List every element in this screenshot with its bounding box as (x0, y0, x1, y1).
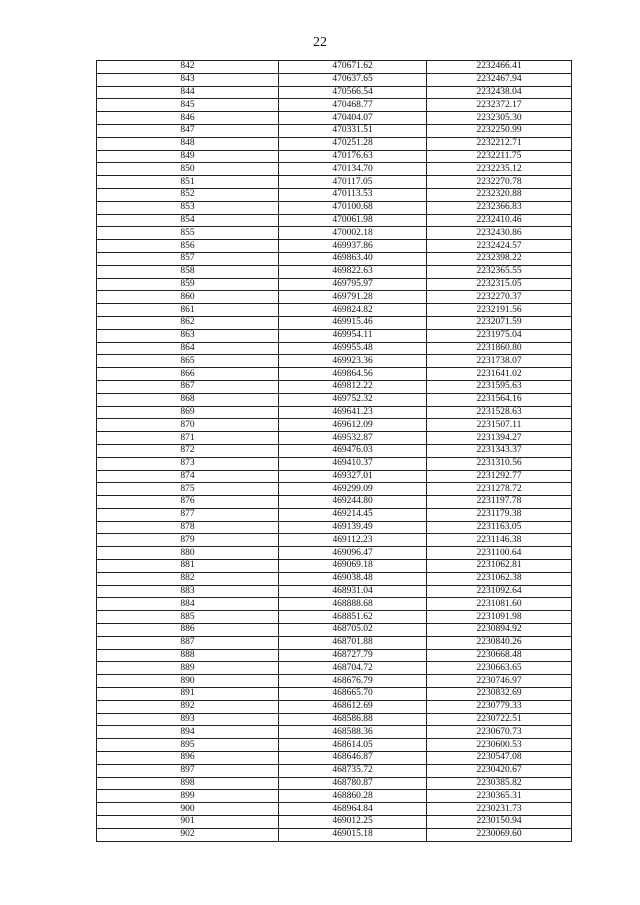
y-coordinate-cell: 2231343.37 (427, 444, 572, 457)
table-row (97, 112, 572, 125)
table-row (97, 419, 572, 432)
table-row (97, 700, 572, 713)
x-coordinate-cell: 468931.04 (279, 585, 427, 598)
x-coordinate-cell: 469915.46 (279, 316, 427, 329)
table-row (97, 176, 572, 189)
y-coordinate-cell: 2230840.26 (427, 636, 572, 649)
point-number-cell: 861 (97, 304, 279, 317)
point-number-cell: 860 (97, 291, 279, 304)
point-number-cell: 846 (97, 112, 279, 125)
point-number-cell: 896 (97, 752, 279, 765)
x-coordinate-cell: 469923.36 (279, 355, 427, 368)
y-coordinate-cell: 2230668.48 (427, 649, 572, 662)
table-row (97, 470, 572, 483)
x-coordinate-cell: 468701.88 (279, 636, 427, 649)
x-coordinate-cell: 470117.05 (279, 176, 427, 189)
point-number-cell: 871 (97, 432, 279, 445)
x-coordinate-cell: 469795.97 (279, 278, 427, 291)
y-coordinate-cell: 2232467.94 (427, 73, 572, 86)
y-coordinate-cell: 2230832.69 (427, 688, 572, 701)
table-row (97, 828, 572, 841)
y-coordinate-cell: 2230663.65 (427, 662, 572, 675)
point-number-cell: 854 (97, 214, 279, 227)
x-coordinate-cell: 470331.51 (279, 124, 427, 137)
x-coordinate-cell: 469641.23 (279, 406, 427, 419)
point-number-cell: 874 (97, 470, 279, 483)
x-coordinate-cell: 468612.69 (279, 700, 427, 713)
table-row (97, 304, 572, 317)
table-row (97, 764, 572, 777)
table-row (97, 585, 572, 598)
table-row (97, 124, 572, 137)
table-row (97, 393, 572, 406)
point-number-cell: 857 (97, 252, 279, 265)
table-row (97, 534, 572, 547)
x-coordinate-cell: 470113.53 (279, 188, 427, 201)
table-row (97, 624, 572, 637)
point-number-cell: 850 (97, 163, 279, 176)
y-coordinate-cell: 2230420.67 (427, 764, 572, 777)
y-coordinate-cell: 2231310.56 (427, 457, 572, 470)
x-coordinate-cell: 468735.72 (279, 764, 427, 777)
table-row (97, 790, 572, 803)
table-row (97, 739, 572, 752)
point-number-cell: 876 (97, 496, 279, 509)
point-number-cell: 859 (97, 278, 279, 291)
y-coordinate-cell: 2230600.53 (427, 739, 572, 752)
table-row (97, 252, 572, 265)
point-number-cell: 901 (97, 816, 279, 829)
table-row (97, 278, 572, 291)
table-row (97, 636, 572, 649)
y-coordinate-cell: 2231738.07 (427, 355, 572, 368)
x-coordinate-cell: 470637.65 (279, 73, 427, 86)
x-coordinate-cell: 469038.48 (279, 572, 427, 585)
table-row (97, 649, 572, 662)
y-coordinate-cell: 2231062.38 (427, 572, 572, 585)
y-coordinate-cell: 2232235.12 (427, 163, 572, 176)
y-coordinate-cell: 2232315.05 (427, 278, 572, 291)
x-coordinate-cell: 468588.36 (279, 726, 427, 739)
table-row (97, 432, 572, 445)
y-coordinate-cell: 2231975.04 (427, 329, 572, 342)
point-number-cell: 900 (97, 803, 279, 816)
y-coordinate-cell: 2232372.17 (427, 99, 572, 112)
table-row (97, 137, 572, 150)
y-coordinate-cell: 2231860.80 (427, 342, 572, 355)
x-coordinate-cell: 469015.18 (279, 828, 427, 841)
x-coordinate-cell: 469791.28 (279, 291, 427, 304)
x-coordinate-cell: 469864.56 (279, 368, 427, 381)
x-coordinate-cell: 470134.70 (279, 163, 427, 176)
y-coordinate-cell: 2230365.31 (427, 790, 572, 803)
y-coordinate-cell: 2231092.64 (427, 585, 572, 598)
point-number-cell: 894 (97, 726, 279, 739)
table-row (97, 355, 572, 368)
y-coordinate-cell: 2232438.04 (427, 86, 572, 99)
table-row (97, 662, 572, 675)
table-row (97, 61, 572, 74)
table-row (97, 611, 572, 624)
point-number-cell: 888 (97, 649, 279, 662)
x-coordinate-cell: 470176.63 (279, 150, 427, 163)
point-number-cell: 855 (97, 227, 279, 240)
x-coordinate-cell: 469069.18 (279, 560, 427, 573)
point-number-cell: 898 (97, 777, 279, 790)
x-coordinate-cell: 469937.86 (279, 240, 427, 253)
y-coordinate-cell: 2232270.37 (427, 291, 572, 304)
table-row (97, 675, 572, 688)
table-row (97, 265, 572, 278)
point-number-cell: 890 (97, 675, 279, 688)
table-row (97, 316, 572, 329)
y-coordinate-cell: 2231146.38 (427, 534, 572, 547)
x-coordinate-cell: 469139.49 (279, 521, 427, 534)
table-row (97, 688, 572, 701)
y-coordinate-cell: 2231292.77 (427, 470, 572, 483)
y-coordinate-cell: 2232398.22 (427, 252, 572, 265)
x-coordinate-cell: 470404.07 (279, 112, 427, 125)
table-row (97, 521, 572, 534)
y-coordinate-cell: 2230779.33 (427, 700, 572, 713)
table-row (97, 508, 572, 521)
table-row (97, 496, 572, 509)
x-coordinate-cell: 468727.79 (279, 649, 427, 662)
point-number-cell: 864 (97, 342, 279, 355)
y-coordinate-cell: 2231564.16 (427, 393, 572, 406)
table-row (97, 342, 572, 355)
y-coordinate-cell: 2231197.78 (427, 496, 572, 509)
x-coordinate-cell: 470468.77 (279, 99, 427, 112)
x-coordinate-cell: 468780.87 (279, 777, 427, 790)
y-coordinate-cell: 2232305.30 (427, 112, 572, 125)
x-coordinate-cell: 469532.87 (279, 432, 427, 445)
x-coordinate-cell: 469612.09 (279, 419, 427, 432)
point-number-cell: 881 (97, 560, 279, 573)
table-row (97, 713, 572, 726)
point-number-cell: 851 (97, 176, 279, 189)
y-coordinate-cell: 2230069.60 (427, 828, 572, 841)
y-coordinate-cell: 2231179.38 (427, 508, 572, 521)
table-row (97, 777, 572, 790)
y-coordinate-cell: 2231163.05 (427, 521, 572, 534)
x-coordinate-cell: 470566.54 (279, 86, 427, 99)
table-row (97, 752, 572, 765)
y-coordinate-cell: 2230746.97 (427, 675, 572, 688)
x-coordinate-cell: 469824.82 (279, 304, 427, 317)
point-number-cell: 889 (97, 662, 279, 675)
point-number-cell: 869 (97, 406, 279, 419)
table-row (97, 291, 572, 304)
point-number-cell: 882 (97, 572, 279, 585)
point-number-cell: 872 (97, 444, 279, 457)
y-coordinate-cell: 2232071.59 (427, 316, 572, 329)
y-coordinate-cell: 2232365.55 (427, 265, 572, 278)
table-row (97, 483, 572, 496)
x-coordinate-cell: 468704.72 (279, 662, 427, 675)
x-coordinate-cell: 469112.23 (279, 534, 427, 547)
y-coordinate-cell: 2232211.75 (427, 150, 572, 163)
point-number-cell: 897 (97, 764, 279, 777)
table-row (97, 803, 572, 816)
table-row (97, 726, 572, 739)
page-number: 22 (313, 35, 327, 50)
x-coordinate-cell: 469299.09 (279, 483, 427, 496)
x-coordinate-cell: 468888.68 (279, 598, 427, 611)
point-number-cell: 885 (97, 611, 279, 624)
x-coordinate-cell: 469752.32 (279, 393, 427, 406)
point-number-cell: 845 (97, 99, 279, 112)
x-coordinate-cell: 469955.48 (279, 342, 427, 355)
table-row (97, 816, 572, 829)
point-number-cell: 884 (97, 598, 279, 611)
table-row (97, 240, 572, 253)
point-number-cell: 856 (97, 240, 279, 253)
y-coordinate-cell: 2232191.56 (427, 304, 572, 317)
table-row (97, 86, 572, 99)
y-coordinate-cell: 2231100.64 (427, 547, 572, 560)
point-number-cell: 863 (97, 329, 279, 342)
y-coordinate-cell: 2230894.92 (427, 624, 572, 637)
table-row (97, 547, 572, 560)
y-coordinate-cell: 2232430.86 (427, 227, 572, 240)
x-coordinate-cell: 468676.79 (279, 675, 427, 688)
point-number-cell: 849 (97, 150, 279, 163)
table-row (97, 150, 572, 163)
table-row (97, 598, 572, 611)
point-number-cell: 883 (97, 585, 279, 598)
point-number-cell: 879 (97, 534, 279, 547)
x-coordinate-cell: 470061.98 (279, 214, 427, 227)
point-number-cell: 868 (97, 393, 279, 406)
point-number-cell: 873 (97, 457, 279, 470)
coordinate-table (96, 60, 572, 842)
x-coordinate-cell: 470251.28 (279, 137, 427, 150)
y-coordinate-cell: 2230670.73 (427, 726, 572, 739)
y-coordinate-cell: 2230150.94 (427, 816, 572, 829)
point-number-cell: 844 (97, 86, 279, 99)
point-number-cell: 875 (97, 483, 279, 496)
x-coordinate-cell: 469244.80 (279, 496, 427, 509)
y-coordinate-cell: 2230722.51 (427, 713, 572, 726)
x-coordinate-cell: 468851.62 (279, 611, 427, 624)
point-number-cell: 867 (97, 380, 279, 393)
table-row (97, 227, 572, 240)
coordinate-table-body (97, 61, 572, 842)
point-number-cell: 843 (97, 73, 279, 86)
x-coordinate-cell: 468665.70 (279, 688, 427, 701)
y-coordinate-cell: 2231394.27 (427, 432, 572, 445)
point-number-cell: 877 (97, 508, 279, 521)
point-number-cell: 848 (97, 137, 279, 150)
point-number-cell: 891 (97, 688, 279, 701)
x-coordinate-cell: 469410.37 (279, 457, 427, 470)
x-coordinate-cell: 469096.47 (279, 547, 427, 560)
x-coordinate-cell: 468964.84 (279, 803, 427, 816)
y-coordinate-cell: 2231507.11 (427, 419, 572, 432)
point-number-cell: 886 (97, 624, 279, 637)
x-coordinate-cell: 469954.11 (279, 329, 427, 342)
x-coordinate-cell: 469863.40 (279, 252, 427, 265)
y-coordinate-cell: 2231595.63 (427, 380, 572, 393)
point-number-cell: 902 (97, 828, 279, 841)
x-coordinate-cell: 469476.03 (279, 444, 427, 457)
table-row (97, 406, 572, 419)
point-number-cell: 862 (97, 316, 279, 329)
y-coordinate-cell: 2232270.78 (427, 176, 572, 189)
point-number-cell: 866 (97, 368, 279, 381)
y-coordinate-cell: 2231528.63 (427, 406, 572, 419)
x-coordinate-cell: 469214.45 (279, 508, 427, 521)
y-coordinate-cell: 2231641.02 (427, 368, 572, 381)
x-coordinate-cell: 468614.05 (279, 739, 427, 752)
x-coordinate-cell: 468705.02 (279, 624, 427, 637)
x-coordinate-cell: 468586.88 (279, 713, 427, 726)
x-coordinate-cell: 470671.62 (279, 61, 427, 74)
table-row (97, 188, 572, 201)
table-row (97, 99, 572, 112)
point-number-cell: 847 (97, 124, 279, 137)
table-row (97, 163, 572, 176)
point-number-cell: 842 (97, 61, 279, 74)
y-coordinate-cell: 2230547.08 (427, 752, 572, 765)
point-number-cell: 887 (97, 636, 279, 649)
x-coordinate-cell: 468860.28 (279, 790, 427, 803)
table-row (97, 444, 572, 457)
table-row (97, 201, 572, 214)
y-coordinate-cell: 2231081.60 (427, 598, 572, 611)
table-row (97, 214, 572, 227)
point-number-cell: 858 (97, 265, 279, 278)
point-number-cell: 880 (97, 547, 279, 560)
x-coordinate-cell: 469327.01 (279, 470, 427, 483)
point-number-cell: 853 (97, 201, 279, 214)
point-number-cell: 870 (97, 419, 279, 432)
point-number-cell: 899 (97, 790, 279, 803)
y-coordinate-cell: 2232320.88 (427, 188, 572, 201)
x-coordinate-cell: 470100.68 (279, 201, 427, 214)
table-row (97, 329, 572, 342)
y-coordinate-cell: 2232212.71 (427, 137, 572, 150)
y-coordinate-cell: 2231091.98 (427, 611, 572, 624)
point-number-cell: 893 (97, 713, 279, 726)
point-number-cell: 852 (97, 188, 279, 201)
x-coordinate-cell: 470002.18 (279, 227, 427, 240)
table-row (97, 572, 572, 585)
point-number-cell: 865 (97, 355, 279, 368)
x-coordinate-cell: 468646.87 (279, 752, 427, 765)
x-coordinate-cell: 469012.25 (279, 816, 427, 829)
table-row (97, 380, 572, 393)
point-number-cell: 878 (97, 521, 279, 534)
x-coordinate-cell: 469812.22 (279, 380, 427, 393)
y-coordinate-cell: 2232466.41 (427, 61, 572, 74)
table-row (97, 457, 572, 470)
y-coordinate-cell: 2230385.82 (427, 777, 572, 790)
y-coordinate-cell: 2231062.81 (427, 560, 572, 573)
y-coordinate-cell: 2231278.72 (427, 483, 572, 496)
y-coordinate-cell: 2232410.46 (427, 214, 572, 227)
x-coordinate-cell: 469822.63 (279, 265, 427, 278)
y-coordinate-cell: 2232366.83 (427, 201, 572, 214)
point-number-cell: 892 (97, 700, 279, 713)
table-row (97, 560, 572, 573)
y-coordinate-cell: 2230231.73 (427, 803, 572, 816)
y-coordinate-cell: 2232424.57 (427, 240, 572, 253)
point-number-cell: 895 (97, 739, 279, 752)
table-row (97, 73, 572, 86)
y-coordinate-cell: 2232250.99 (427, 124, 572, 137)
table-row (97, 368, 572, 381)
